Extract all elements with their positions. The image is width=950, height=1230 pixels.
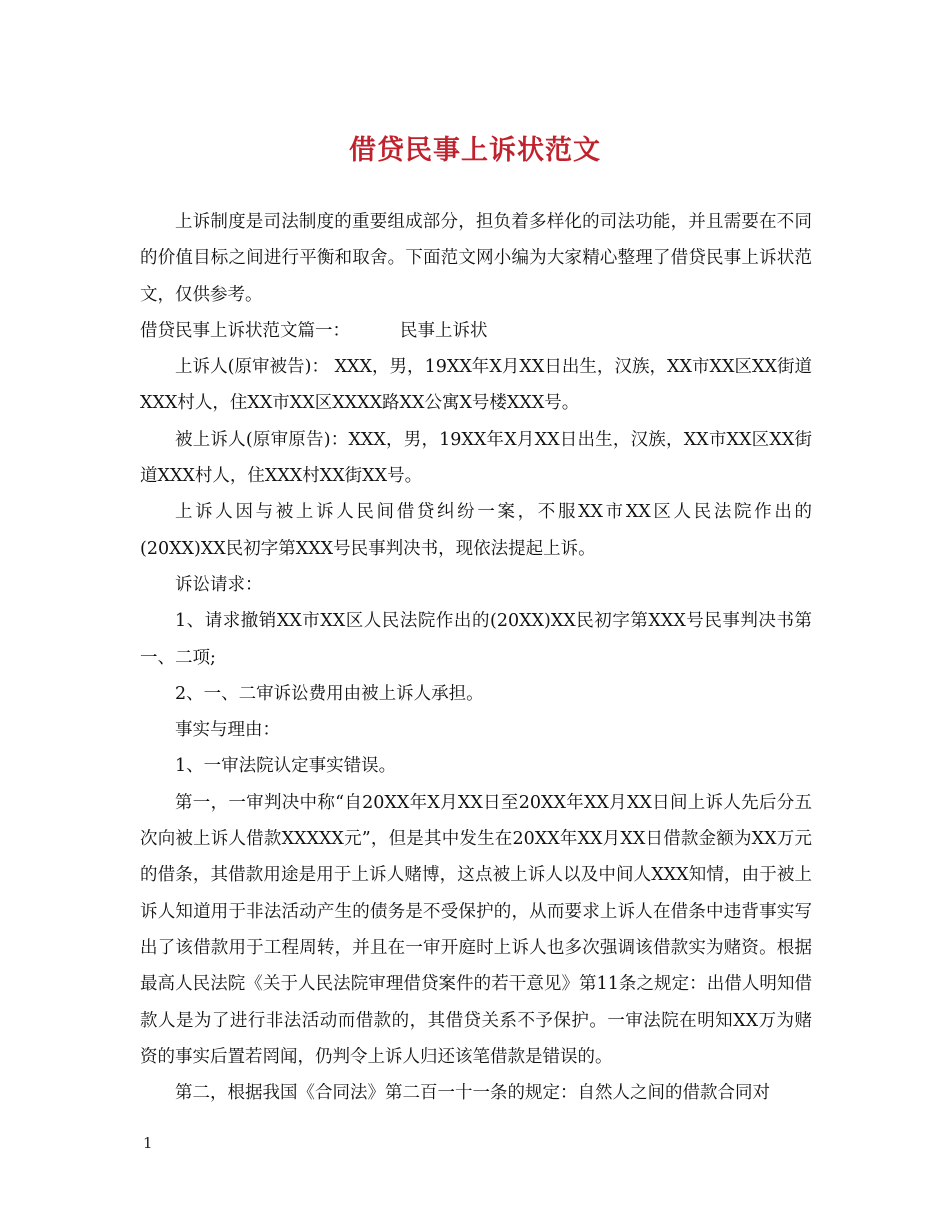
document-title: 借贷民事上诉状范文 bbox=[349, 135, 601, 166]
facts-second-point: 第二，根据我国《合同法》第二百一十一条的规定：自然人之间的借款合同对 bbox=[175, 1083, 770, 1104]
intro-paragraph: 上诉制度是司法制度的重要组成部分，担负着多样化的司法功能，并且需要在不同的价值目标之间进行平衡和取舍。下面范文网小编为大家精心整理了借贷民事上诉状范文，仅供参考。 bbox=[140, 212, 812, 305]
page-number: 1 bbox=[143, 1134, 153, 1152]
facts-heading: 事实与理由： bbox=[175, 720, 280, 741]
case-statement-paragraph: 上诉人因与被上诉人民间借贷纠纷一案，不服XX市XX区人民法院作出的(20XX)XX民初字第XXX号民事判决书，现依法提起上诉。 bbox=[140, 502, 812, 559]
claims-heading: 诉讼请求： bbox=[175, 574, 263, 595]
facts-item-1: 1、一审法院认定事实错误。 bbox=[175, 756, 397, 777]
facts-first-point: 第一，一审判决中称“自20XX年X月XX日至20XX年XX月XX日间上诉人先后分五次向被上诉人借款XXXXX元”，但是其中发生在20XX年XX月XX日借款金额为XX万元的借条，其借款用途是用于上诉人赌博，这点被上诉人以及中间人XXX知情，由于被上诉人知道用于非法活动产生的债务是不受保护的，从而要求上诉人在借条中违背事实写出了该借款用于工程周转，并且在一审开庭时上诉人也多次强调该借款实为赌资。根据最高人民法院《关于人民法院审理借贷案件的若干意见》第11条之规定：出借人明知借款人是为了进行非法活动而借款的，其借贷关系不予保护。一审法院在明知XX万为赌资的事实后置若罔闻，仍判令上诉人归还该笔借款是错误的。 bbox=[140, 792, 812, 1067]
section-heading: 借贷民事上诉状范文篇一： bbox=[140, 320, 350, 341]
claim-item-1: 1、请求撤销XX市XX区人民法院作出的(20XX)XX民初字第XXX号民事判决书第一、二项; bbox=[140, 611, 812, 668]
document-body bbox=[140, 204, 812, 1111]
appellee-paragraph: 被上诉人(原审原告)：XXX，男，19XX年X月XX日出生，汉族，XX市XX区XX街道XXX村人，住XXX村XX街XX号。 bbox=[140, 429, 812, 487]
document-type-heading: 民事上诉状 bbox=[400, 320, 488, 341]
section-heading-line bbox=[140, 313, 812, 349]
claim-item-2: 2、一、二审诉讼费用由被上诉人承担。 bbox=[175, 683, 484, 704]
appellant-paragraph: 上诉人(原审被告)： XXX，男，19XX年X月XX日出生，汉族，XX市XX区XX街道XXX村人，住XX市XX区XXXX路XX公寓X号楼XXX号。 bbox=[140, 357, 812, 414]
